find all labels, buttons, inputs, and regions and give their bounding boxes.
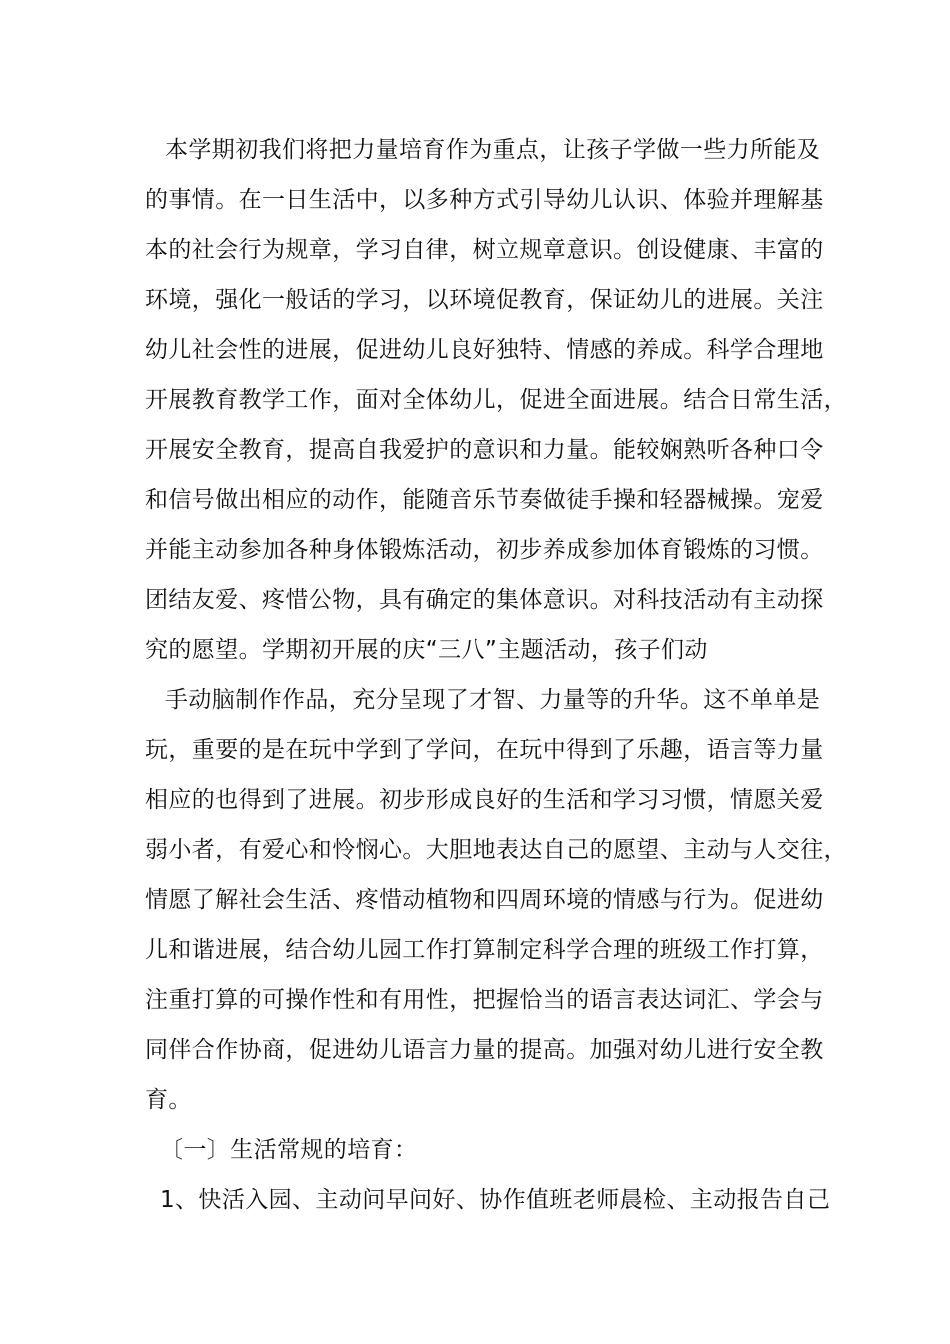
paragraph-2-line-7: 注重打算的可操作性和有用性，把握恰当的语言表达词汇、学会与 [145,987,824,1013]
paragraph-2-line-2: 玩，重要的是在玩中学到了学问，在玩中得到了乐趣，语言等力量 [145,737,824,763]
paragraph-1-line-10: 团结友爱、疼惜公物，具有确定的集体意识。对科技活动有主动探 [145,587,824,613]
paragraph-2-line-5: 情愿了解社会生活、疼惜动植物和四周环境的情感与行为。促进幼 [145,887,824,913]
paragraph-1-line-3: 本的社会行为规章，学习自律，树立规章意识。创设健康、丰富的 [145,237,824,263]
paragraph-1-line-2: 的事情。在一日生活中，以多种方式引导幼儿认识、体验并理解基 [145,187,824,213]
section-heading: 〔一〕生活常规的培育： [160,1137,418,1163]
paragraph-2-line-9: 育。 [145,1087,192,1113]
paragraph-2-line-8: 同伴合作协商，促进幼儿语言力量的提高。加强对幼儿进行安全教 [145,1037,824,1063]
paragraph-1-line-11: 究的愿望。学期初开展的庆“三八”主题活动，孩子们动 [145,637,708,663]
paragraph-1-line-5: 幼儿社会性的进展，促进幼儿良好独特、情感的养成。科学合理地 [145,337,824,363]
paragraph-1-line-1: 本学期初我们将把力量培育作为重点，让孩子学做一些力所能及 [165,137,821,163]
paragraph-1-line-6: 开展教育教学工作，面对全体幼儿，促进全面进展。结合日常生活， [145,387,847,413]
paragraph-1-line-8: 和信号做出相应的动作，能随音乐节奏做徒手操和轻器械操。宠爱 [145,487,824,513]
paragraph-1-line-9: 并能主动参加各种身体锻炼活动，初步养成参加体育锻炼的习惯。 [145,537,824,563]
paragraph-2-line-4: 弱小者，有爱心和怜悯心。大胆地表达自己的愿望、主动与人交往， [145,837,847,863]
paragraph-2-line-6: 儿和谐进展，结合幼儿园工作打算制定科学合理的班级工作打算， [145,937,824,963]
paragraph-2-line-1: 手动脑制作作品，充分呈现了才智、力量等的升华。这不单单是 [165,687,821,713]
paragraph-2-line-3: 相应的也得到了进展。初步形成良好的生活和学习习惯，情愿关爱 [145,787,824,813]
list-item-1: 1、快活入园、主动问早问好、协作值班老师晨检、主动报告自己 [160,1187,831,1213]
paragraph-1-line-7: 开展安全教育，提高自我爱护的意识和力量。能较娴熟听各种口令 [145,437,824,463]
paragraph-1-line-4: 环境，强化一般话的学习，以环境促教育，保证幼儿的进展。关注 [145,287,824,313]
